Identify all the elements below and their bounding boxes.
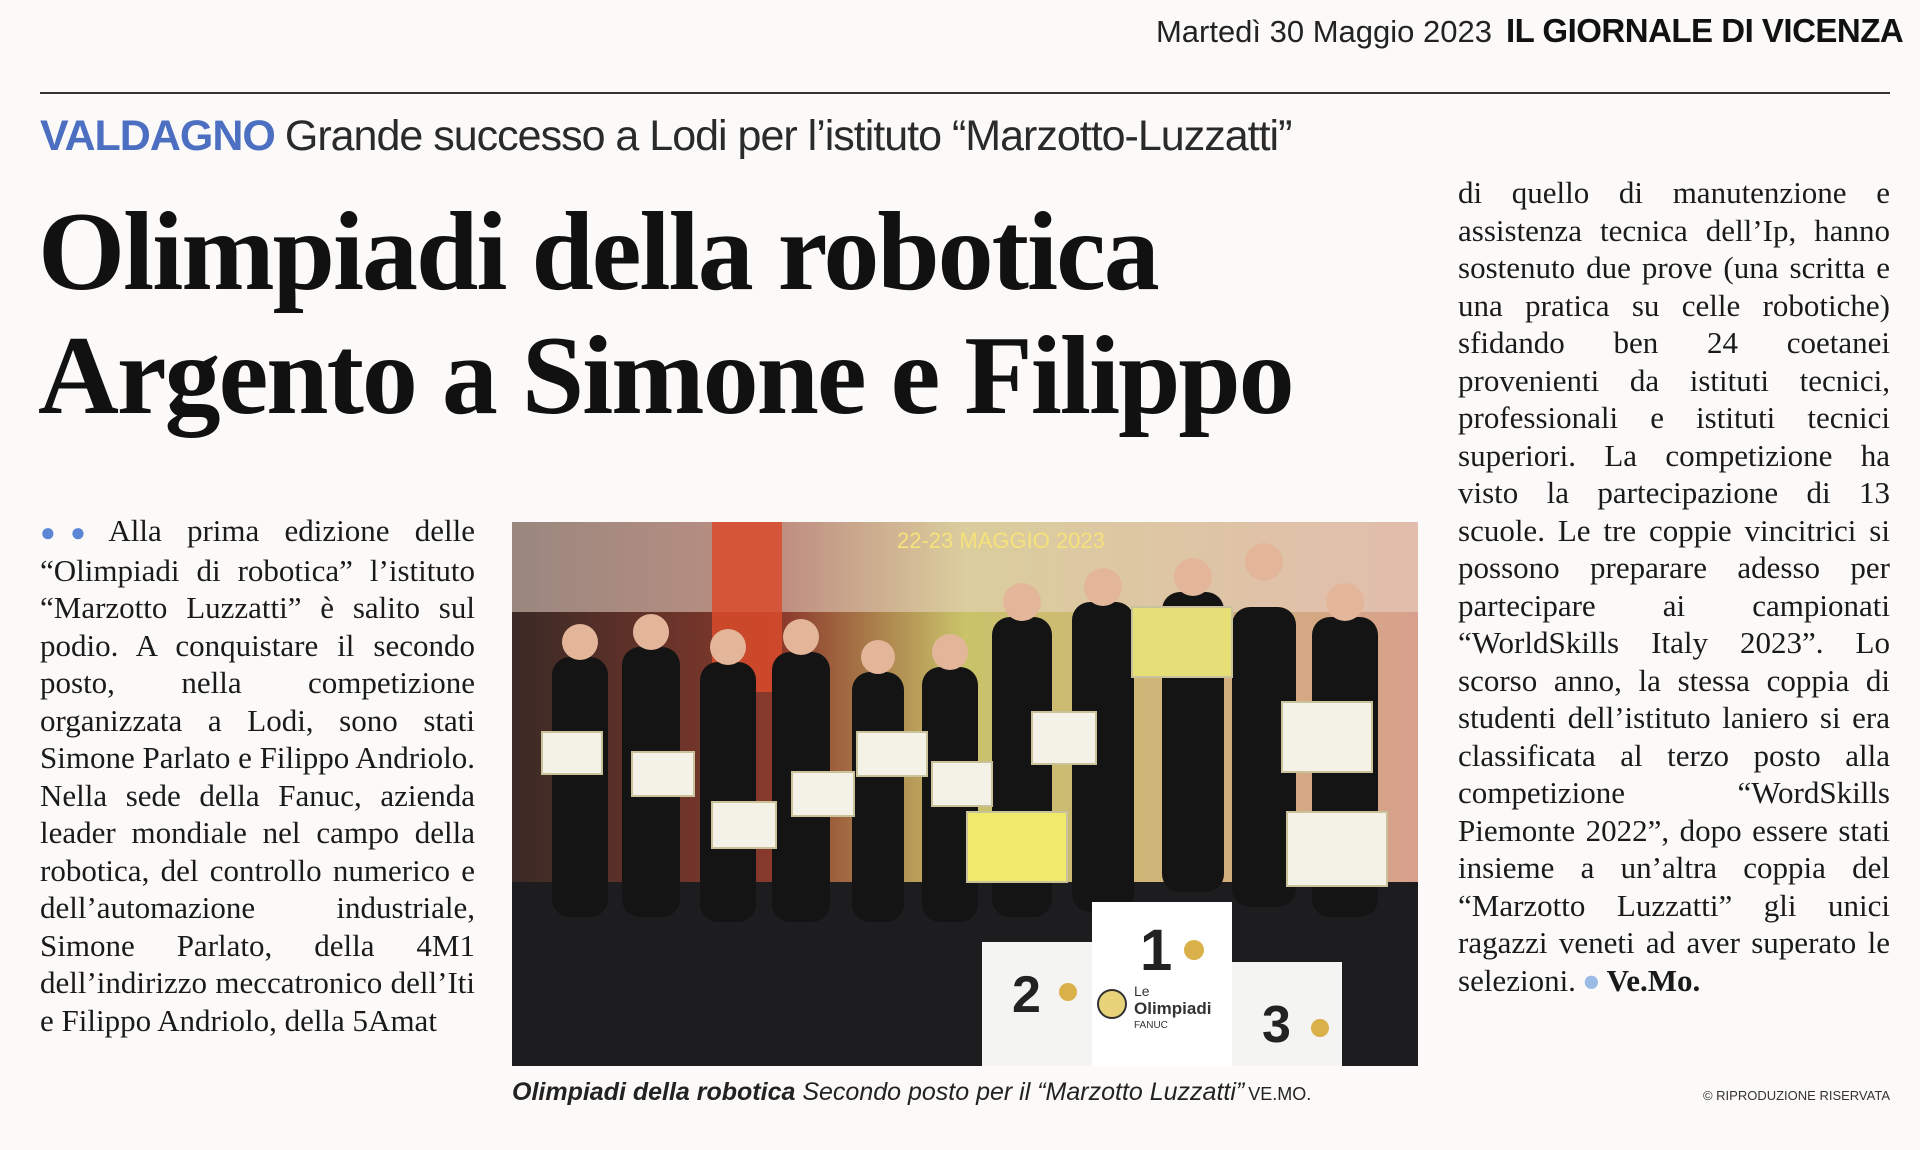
author-signature: Ve.Mo.: [1606, 962, 1701, 998]
article-photo: [512, 522, 1418, 1066]
article-text-right: di quello di manutenzione e assistenza tecnica dell’Ip, hanno sostenuto due prove (una scritta e una pratica su celle robotiche) sfidando ben 24 coetanei provenienti da istituti tecnici, professionali e istituti tecnici superiori. La competizione ha visto la partecipazione di 13 scuole. Le tre coppie vincitrici si possono preparare adesso per partecipare ai campionati “WorldSkills Italy 2023”. Lo scorso anno, la stessa coppia di studenti dell’istituto laniero si era classificata al terzo posto alla competizione “WordSkills Piemonte 2022”, dopo essere stati insieme a un’altra coppia del “Marzotto Luzzatti” gli unici ragazzi veneti ad aver superato le selezioni.: [1458, 175, 1890, 998]
caption-title: Olimpiadi della robotica: [512, 1078, 796, 1106]
article-column-right: [1458, 174, 1890, 999]
headline-line-1: Olimpiadi della robotica: [38, 190, 1158, 314]
podium-second-label: 2: [1012, 966, 1041, 1024]
kicker: [40, 112, 1420, 161]
article-text-left: Alla prima edizione delle “Olimpiadi di robotica” l’istituto “Marzotto Luzzatti” è salito sul podio. A conquistare il secondo posto, nella competizione organizzata a Lodi, sono stati Simone Parlato e Filippo Andriolo. Nella sede della Fanuc, azienda leader mondiale nel campo della robotica, del controllo numerico e dell’automazione industriale, Simone Parlato, della 4M1 dell’indirizzo meccatronico dell’Iti e Filippo Andriolo, della 5Amat: [40, 513, 475, 1038]
podium-first-label: 1: [1140, 918, 1173, 983]
copyright-notice: © RIPRODUZIONE RISERVATA: [1702, 1088, 1890, 1103]
header-date: Martedì 30 Maggio 2023: [1155, 14, 1492, 49]
kicker-text: Grande successo a Lodi per l’istituto “Marzotto-Luzzatti”: [284, 112, 1292, 160]
lead-dots-icon: ●●: [40, 518, 101, 547]
podium-logo-line-2: Olimpiadi: [1134, 999, 1212, 1018]
caption-credit: VE.MO.: [1248, 1084, 1312, 1104]
headline-line-2: Argento a Simone e Filippo: [38, 314, 1293, 438]
podium-logo-line-1: Le: [1134, 983, 1150, 999]
photo-illustration: [512, 522, 1418, 1066]
kicker-place: VALDAGNO: [40, 112, 275, 160]
article-column-left: [40, 512, 475, 1039]
podium-logo-line-3: FANUC: [1134, 1020, 1168, 1031]
caption-text: Secondo posto per il “Marzotto Luzzatti”: [802, 1078, 1245, 1106]
photo-banner-date: 22-23 MAGGIO 2023: [897, 528, 1105, 553]
signature-dot-icon: ●: [1581, 962, 1601, 998]
photo-caption: [512, 1078, 1442, 1107]
podium-third-label: 3: [1262, 996, 1291, 1054]
headline: [38, 190, 1458, 438]
header-rule: [40, 92, 1890, 94]
newspaper-name: IL GIORNALE DI VICENZA: [1506, 12, 1904, 49]
